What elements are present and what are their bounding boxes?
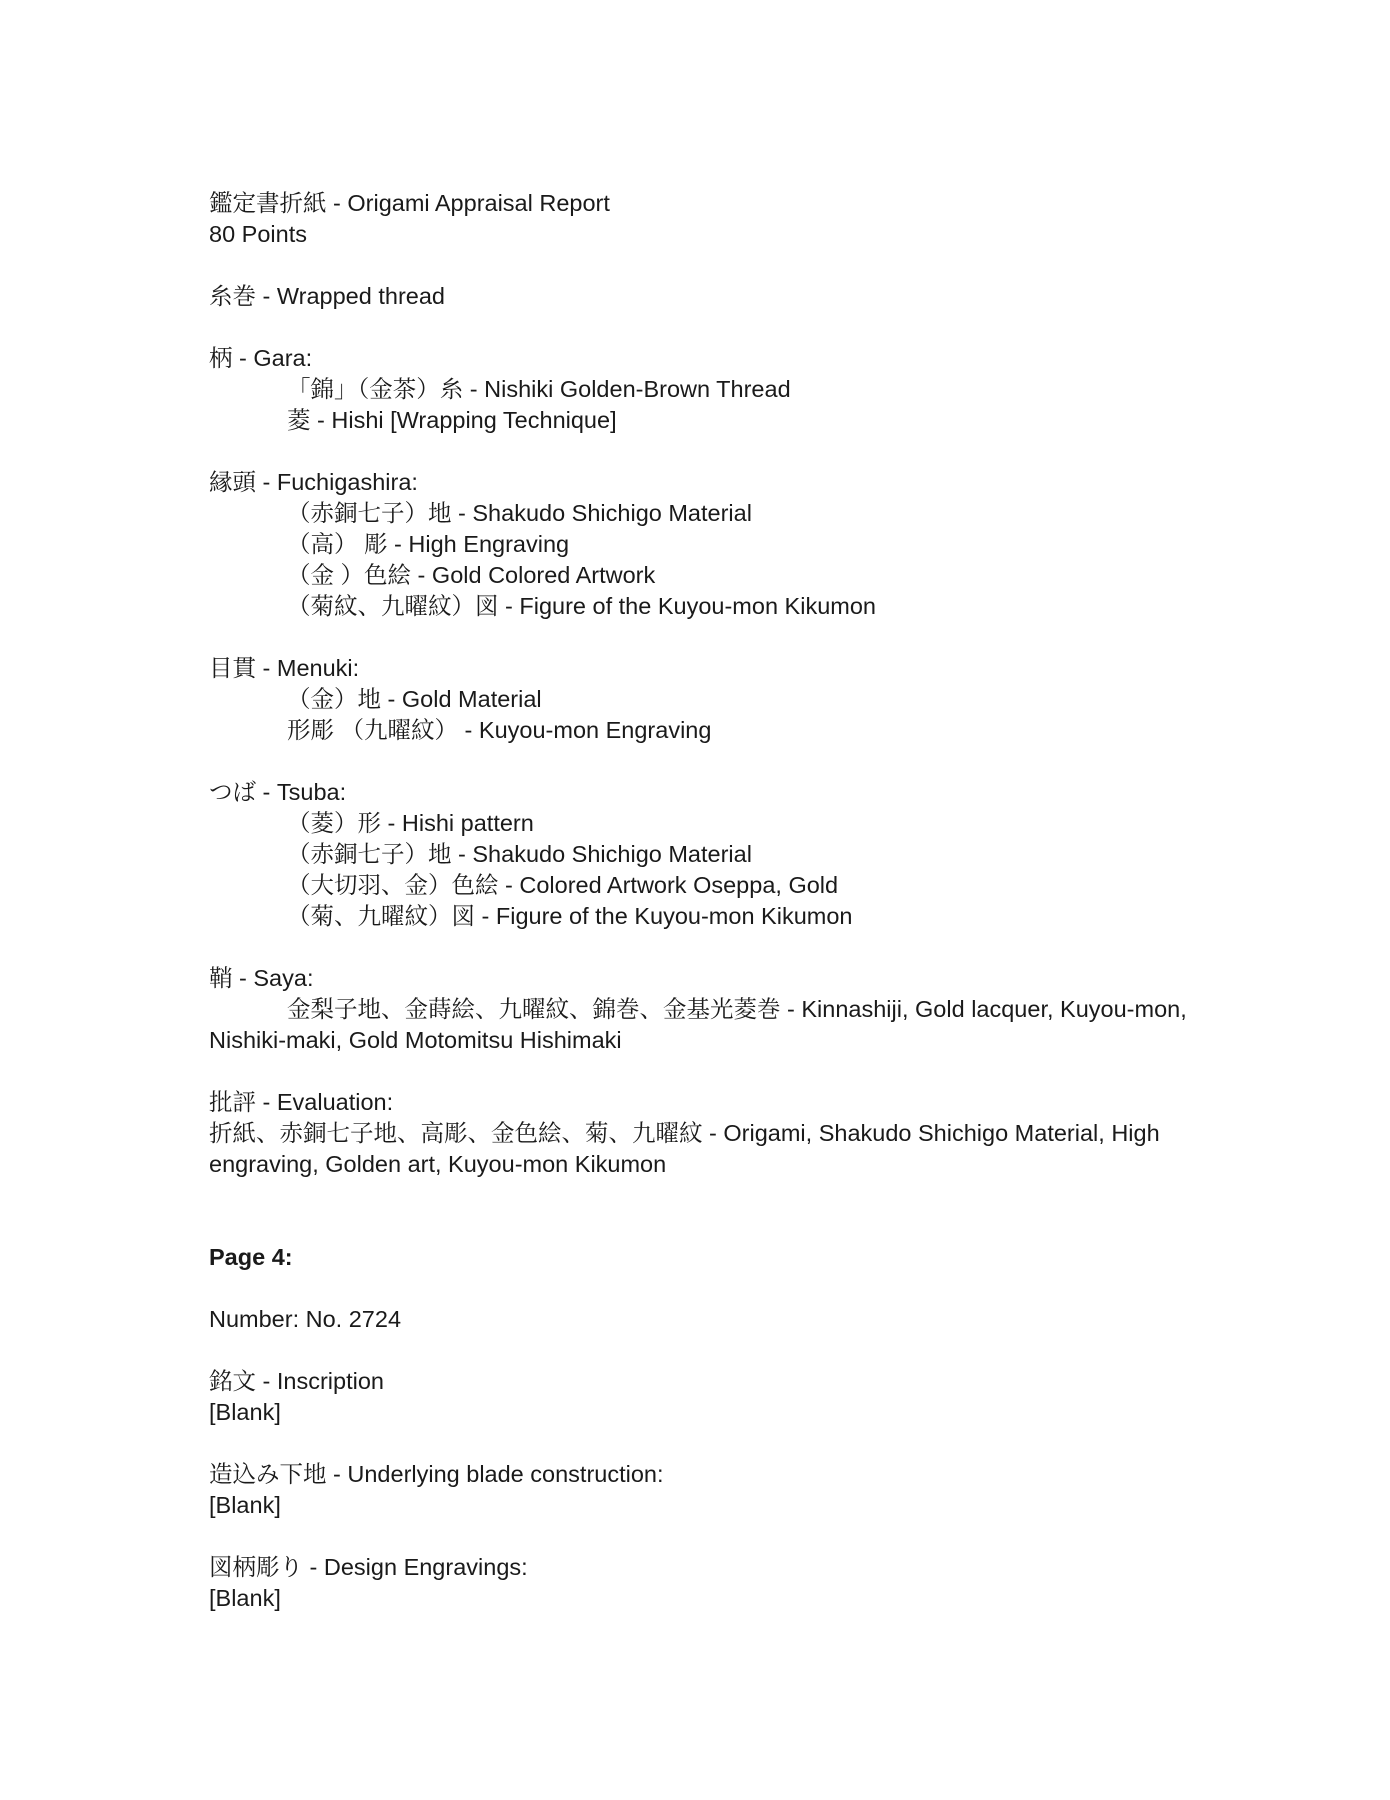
fuchigashira-item: （金 ）色絵 - Gold Colored Artwork (287, 562, 656, 588)
saya-text: 金梨子地、金蒔絵、九曜紋、錦巻、金基光菱巻 - Kinnashiji, Gold lacquer, Kuyou-mon, Nishiki-maki, Gold Motomitsu Hishimaki (209, 996, 1187, 1053)
item-number: Number: No. 2724 (209, 1306, 402, 1332)
fuchigashira-item: （高） 彫 - High Engraving (287, 531, 570, 557)
fuchigashira-heading: 縁頭 - Fuchigashira: (209, 469, 418, 495)
tsuba-section (209, 777, 1209, 932)
evaluation-text: 折紙、赤銅七子地、高彫、金色絵、菊、九曜紋 - Origami, Shakudo Shichigo Material, High engraving, Golden art, Kuyou-mon Kikumon (209, 1120, 1160, 1177)
saya-heading: 鞘 - Saya: (209, 965, 314, 991)
menuki-item: 形彫 （九曜紋） - Kuyou-mon Engraving (287, 717, 712, 743)
gara-item: 菱 - Hishi [Wrapping Technique] (287, 407, 617, 433)
evaluation-heading: 批評 - Evaluation: (209, 1089, 394, 1115)
engravings-value: [Blank] (209, 1585, 281, 1611)
gara-section (209, 343, 1209, 436)
tsuba-item: （大切羽、金）色絵 - Colored Artwork Oseppa, Gold (287, 872, 839, 898)
evaluation-section (209, 1087, 1209, 1180)
menuki-section (209, 653, 1209, 746)
menuki-item: （金）地 - Gold Material (287, 686, 542, 712)
menuki-heading: 目貫 - Menuki: (209, 655, 360, 681)
inscription-label: 銘文 - Inscription (209, 1368, 384, 1394)
inscription-value: [Blank] (209, 1399, 281, 1425)
points-score: 80 Points (209, 221, 307, 247)
wrapped-thread-heading: 糸巻 - Wrapped thread (209, 283, 445, 309)
tsuba-item: （菊、九曜紋）図 - Figure of the Kuyou-mon Kikumon (287, 903, 853, 929)
page4-section (209, 1242, 1209, 1614)
gara-heading: 柄 - Gara: (209, 345, 313, 371)
fuchigashira-item: （菊紋、九曜紋）図 - Figure of the Kuyou-mon Kikumon (287, 593, 876, 619)
document-title: 鑑定書折紙 - Origami Appraisal Report (209, 190, 610, 216)
tsuba-item: （赤銅七子）地 - Shakudo Shichigo Material (287, 841, 752, 867)
fuchigashira-item: （赤銅七子）地 - Shakudo Shichigo Material (287, 500, 752, 526)
gara-item: 「錦」（金茶）糸 - Nishiki Golden-Brown Thread (287, 376, 791, 402)
construction-label: 造込み下地 - Underlying blade construction: (209, 1461, 664, 1487)
engravings-label: 図柄彫り - Design Engravings: (209, 1554, 528, 1580)
page4-heading: Page 4: (209, 1244, 293, 1270)
tsuba-heading: つば - Tsuba: (209, 779, 347, 805)
fuchigashira-section (209, 467, 1209, 622)
saya-section (209, 963, 1209, 1056)
construction-value: [Blank] (209, 1492, 281, 1518)
tsuba-item: （菱）形 - Hishi pattern (287, 810, 534, 836)
document-body (209, 188, 1209, 1614)
